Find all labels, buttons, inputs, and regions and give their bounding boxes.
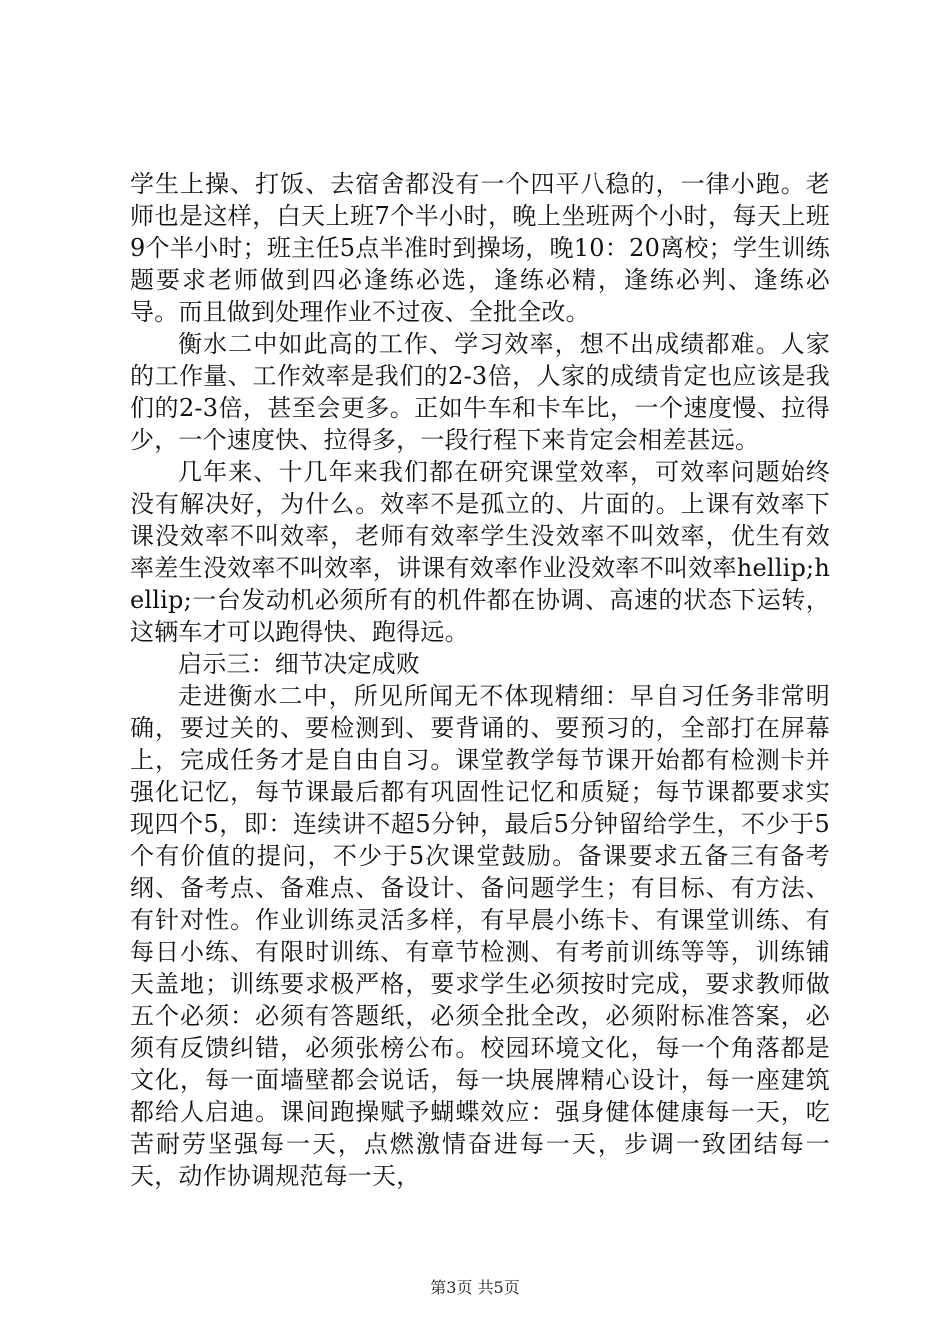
page-footer: 第3页 共5页	[430, 1278, 520, 1297]
paragraph-1: 学生上操、打饭、去宿舍都没有一个四平八稳的，一律小跑。老师也是这样，白天上班7个半小时，晚上坐班两个小时，每天上班9个半小时；班主任5点半准时到操场，晚10：20离校；学生训练题要求老师做到四必逢练必选，逢练必精，逢练必判、逢练必导。而且做到处理作业不过夜、全批全改。	[130, 170, 830, 326]
paragraph-3: 几年来、十几年来我们都在研究课堂效率，可效率问题始终没有解决好，为什么。效率不是孤立的、片面的。上课有效率下课没效率不叫效率，老师有效率学生没效率不叫效率，优生有效率差生没效率不叫效率，讲课有效率作业没效率不叫效率hellip;hellip;一台发动机必须所有的机件都在协调、高速的状态下运转，这辆车才可以跑得快、跑得远。	[130, 458, 830, 646]
paragraph-2: 衡水二中如此高的工作、学习效率，想不出成绩都难。人家的工作量、工作效率是我们的2-3倍，人家的成绩肯定也应该是我们的2-3倍，甚至会更多。正如牛车和卡车比，一个速度慢、拉得少，一个速度快、拉得多，一段行程下来肯定会相差甚远。	[130, 330, 830, 454]
paragraph-5: 走进衡水二中，所见所闻无不体现精细：早自习任务非常明确，要过关的、要检测到、要背诵的、要预习的，全部打在屏幕上，完成任务才是自由自习。课堂教学每节课开始都有检测卡并强化记忆，每节课最后都有巩固性记忆和质疑；每节课都要求实现四个5，即：连续讲不超5分钟，最后5分钟留给学生，不少于5个有价值的提问，不少于5次课堂鼓励。备课要求五备三有备考纲、备考点、备难点、备设计、备问题学生；有目标、有方法、有针对性。作业训练灵活多样，有早晨小练卡、有课堂训练、有每日小练、有限时训练、有章节检测、有考前训练等等，训练铺天盖地；训练要求极严格，要求学生必须按时完成，要求教师做五个必须：必须有答题纸，必须全批全改，必须附标准答案，必须有反馈纠错，必须张榜公布。校园环境文化，每一个角落都是文化，每一面墙壁都会说话，每一块展牌精心设计，每一座建筑都给人启迪。课间跑操赋予蝴蝶效应：强身健体健康每一天，吃苦耐劳坚强每一天，点燃激情奋进每一天，步调一致团结每一天，动作协调规范每一天，	[130, 682, 830, 1190]
section-heading: 启示三：细节决定成败	[178, 650, 420, 678]
document-body	[130, 168, 830, 1192]
